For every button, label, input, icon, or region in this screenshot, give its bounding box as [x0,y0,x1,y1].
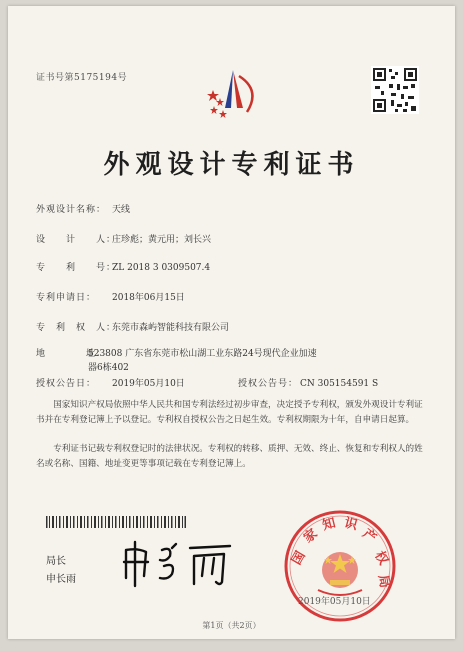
qr-code-icon [371,66,419,114]
field-value: 庄珍彪；黄元用；刘长兴 [112,235,212,245]
svg-text:局: 局 [374,573,392,590]
field-value: CN 305154591 S [300,379,379,389]
address-line-1: 523808 广东省东莞市松山湖工业东路24号现代企业加速 [88,349,317,359]
grant-paragraph: 国家知识产权局依照中华人民共和国专利法经过初步审查，决定授予专利权，颁发外观设计专利证书并在专利登记簿上予以登记。专利权自授权公告之日起生效。专利权期限为十年，自申请日起算。 [36,400,423,425]
field-patent-number [36,260,210,273]
field-design-name [36,202,130,215]
field-label: 授权公告日： [36,379,97,389]
svg-text:产: 产 [359,526,379,547]
field-application-date [36,290,185,303]
document-title: 外观设计专利证书 [103,150,360,180]
field-value: 2019年05月10日 [112,379,185,389]
svg-text:权: 权 [371,548,391,568]
svg-text:家: 家 [301,526,321,547]
field-designers [36,232,211,245]
address-line-2: 器6栋402 [88,363,129,373]
cnipa-emblem-icon [203,68,265,120]
field-value: 东莞市森屿智能科技有限公司 [112,323,230,333]
field-announcement-date [36,376,185,389]
svg-text:识: 识 [342,515,359,534]
legal-status-paragraph: 专利证书记载专利权登记时的法律状况。专利权的转移、质押、无效、终止、恢复和专利权人的姓名或名称、国籍、地址变更等事项记载在专利登记簿上。 [36,444,423,469]
seal-date: 2019年05月10日 [298,597,371,607]
svg-text:国: 国 [289,548,309,568]
field-value: 2018年06月15日 [112,293,185,303]
field-patentee [36,320,229,333]
field-label: 设 计 人： [36,235,117,245]
field-label: 地 址： [36,349,107,359]
field-value: ZL 2018 3 0309507.4 [112,263,211,273]
svg-text:知: 知 [321,515,338,534]
field-label: 专利申请日： [36,293,97,303]
field-label: 专 利 号： [36,263,117,273]
certificate-number: 证书号第5175194号 [36,73,128,83]
director-title: 局长 [46,556,66,567]
field-value: 天线 [112,205,131,215]
field-announcement-number [238,376,378,389]
barcode-icon [46,516,186,528]
certificate-page [8,6,455,639]
field-label: 专 利 权 人： [36,323,117,333]
handwritten-signature [120,540,240,588]
field-label: 授权公告号： [238,379,299,389]
director-name: 申长雨 [46,574,76,585]
page-number: 第1页（共2页） [202,621,261,630]
official-seal-icon [280,506,400,626]
field-label: 外观设计名称： [36,205,107,215]
